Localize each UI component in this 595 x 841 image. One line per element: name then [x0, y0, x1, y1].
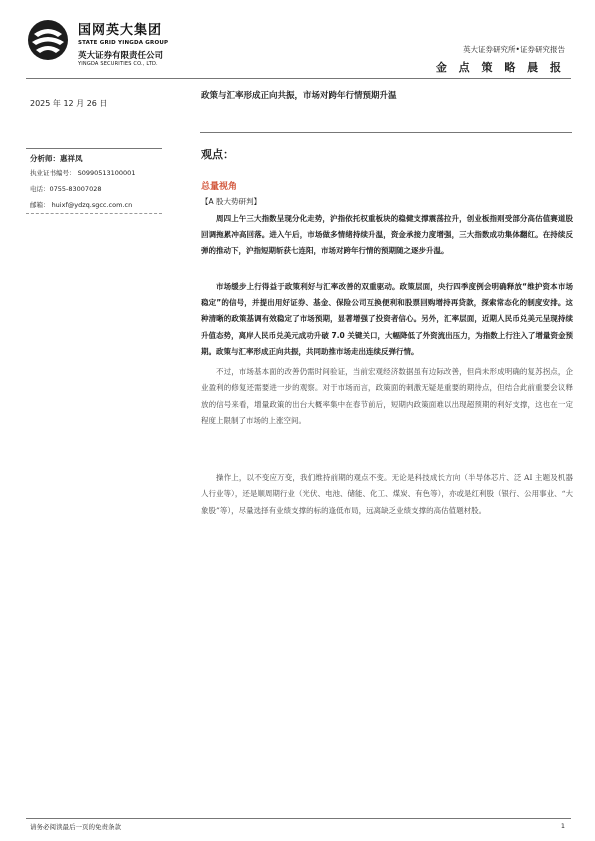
analyst-cert: 执业证书编号： S0990513100001 [30, 169, 136, 177]
document-title: 政策与汇率形成正向共振，市场对跨年行情预期升温 [201, 91, 397, 101]
report-date: 2025 年 12 月 26 日 [30, 99, 108, 108]
page-number: 1 [560, 822, 565, 830]
paragraph-1: 周四上午三大指数呈现分化走势，沪指依托权重板块的稳健支撑震荡拉升，创业板指则受部分高估值赛道股回调拖累冲高回落。进入午后，市场做多情绪持续升温，资金承接力度增强，三大指数成功集体翻红。在持续反弹的推动下，沪指短期斩获七连阳，市场对跨年行情的预期随之逐步升温。 [201, 214, 573, 256]
header-divider [26, 78, 571, 79]
views-heading: 观点： [201, 148, 234, 161]
state-grid-logo-icon [26, 18, 70, 62]
analyst-email[interactable]: 邮箱： huixf@ydzq.sgcc.com.cn [30, 201, 133, 209]
logo-group-name-en: STATE GRID YINGDA GROUP [78, 40, 169, 46]
sidebar-divider-bottom [26, 213, 162, 214]
logo-company-name: 英大证券有限责任公司 [78, 51, 164, 61]
analyst-name: 分析师：惠祥凤 [30, 154, 83, 163]
logo-group-name: 国网英大集团 [78, 23, 163, 38]
paragraph-2: 市场缓步上行得益于政策利好与汇率改善的双重驱动。政策层面，央行四季度例会明确释放“维护资本市场稳定”的信号，并提出用好证券、基金、保险公司互换便利和股票回购增持再贷款，探索常态化的制度安排。这种清晰的政策基调有效稳定了市场预期，显著增强了投资者信心。另外，汇率层面，近期人民币兑美元呈现持续升值态势，离岸人民币兑美元成功升破 7.0 关键关口，大幅降低了外资流出压力，为指数上行注入了增量资金预期。政策与汇率形成正向共振，共同助推市场走出连续反弹行情。 [201, 282, 573, 356]
paragraph-4: 操作上，以不变应万变，我们维持前期的观点不变。无论是科技成长方向（半导体芯片、泛 AI 主题及机器人行业等），还是顺周期行业（光伏、电池、储能、化工、煤炭、有色等），亦或是红利股（银行、公用事业、“大象股”等），尽量选择有业绩支撑的标的逢低布局，远离缺乏业绩支撑的高估值题材股。 [201, 473, 573, 515]
paragraph-3: 不过，市场基本面的改善仍需时间验证，当前宏观经济数据虽有边际改善，但尚未形成明确的复苏拐点，企业盈利的修复还需要进一步的观察。对于市场而言，政策面的刺激无疑是重要的期待点，但结合此前重要会议释放的信号来看，增量政策的出台大概率集中在春节前后，短期内政策面难以出现超预期的利好支撑，这也在一定程度上限制了市场的上涨空间。 [201, 367, 573, 426]
analyst-phone: 电话：0755-83007028 [30, 185, 102, 193]
section-tag: 【A 股大势研判】 [201, 197, 262, 206]
sidebar-divider-top [26, 148, 162, 149]
report-type: 金 点 策 略 晨 报 [435, 61, 565, 74]
logo-company-name-en: YINGDA SECURITIES CO., LTD. [78, 61, 158, 67]
disclaimer-note: 请务必阅读最后一页的免责条款 [30, 823, 121, 831]
main-divider [200, 132, 572, 133]
footer-divider [26, 818, 571, 819]
section-heading: 总量视角 [201, 182, 238, 192]
header-org: 英大证券研究所•证券研究报告 [463, 45, 565, 54]
